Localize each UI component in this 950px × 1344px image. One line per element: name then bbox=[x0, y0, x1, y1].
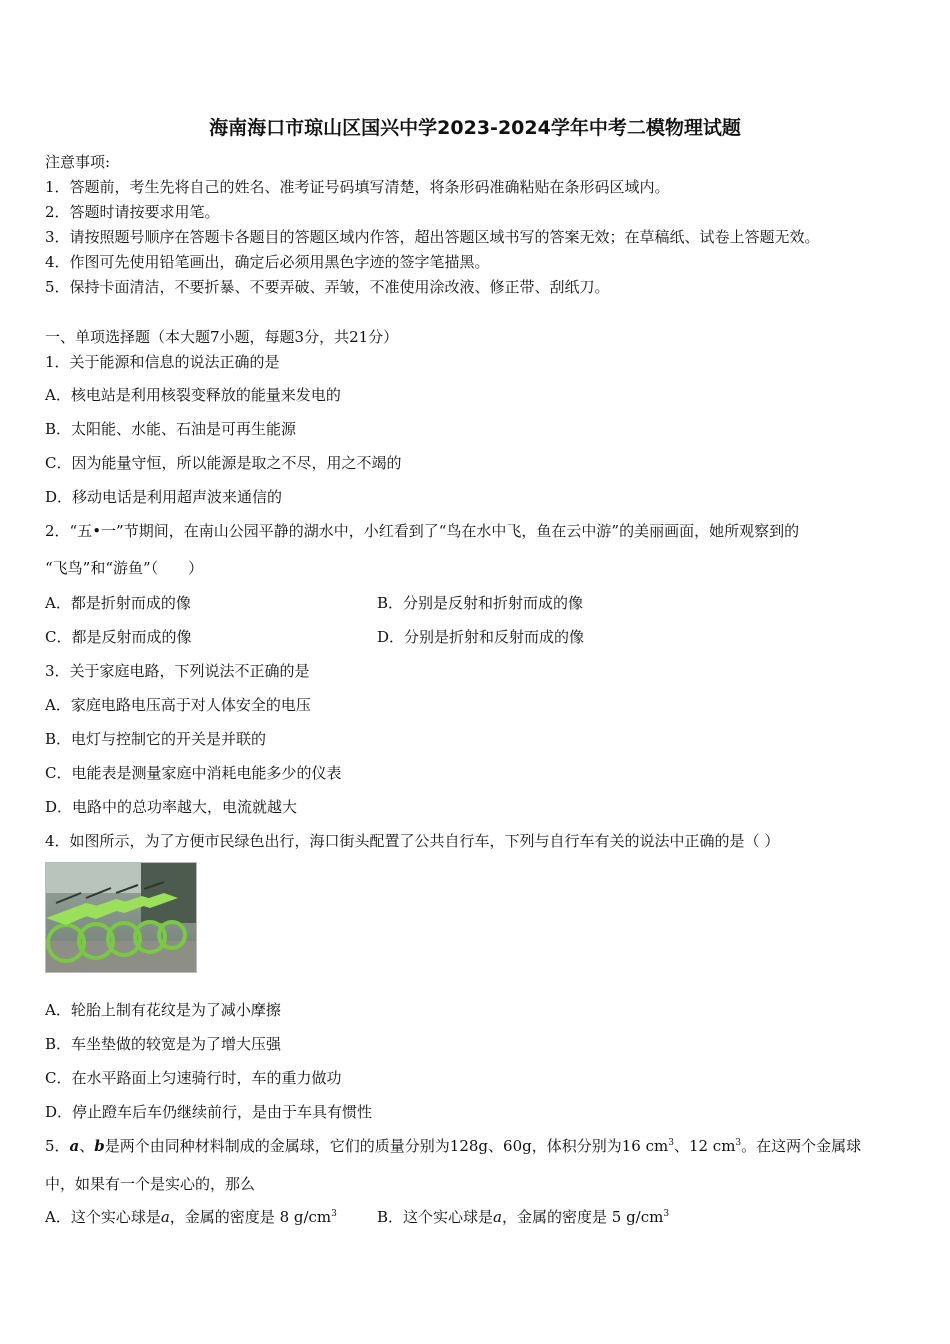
exam-title: 海南海口市琼山区国兴中学2023-2024学年中考二模物理试题 bbox=[209, 117, 741, 139]
question-1-option-a: A．核电站是利用核裂变释放的能量来发电的 bbox=[45, 386, 341, 404]
question-4-stem: 4．如图所示，为了方便市民绿色出行，海口街头配置了公共自行车，下列与自行车有关的说法中正确的是（ ） bbox=[45, 832, 780, 850]
question-5-stem bbox=[45, 1136, 861, 1156]
question-3-option-a: A．家庭电路电压高于对人体安全的电压 bbox=[45, 696, 311, 714]
notice-item: 1．答题前，考生先将自己的姓名、准考证号码填写清楚，将条形码准确粘贴在条形码区域内。 bbox=[45, 178, 670, 196]
question-2-option-b: B．分别是反射和折射而成的像 bbox=[377, 594, 584, 612]
question-3-option-b: B．电灯与控制它的开关是并联的 bbox=[45, 730, 267, 748]
notice-heading: 注意事项: bbox=[45, 153, 111, 171]
question-3-stem: 3．关于家庭电路，下列说法不正确的是 bbox=[45, 662, 310, 680]
notice-item: 2．答题时请按要求用笔。 bbox=[45, 203, 220, 221]
question-4-option-b: B．车坐垫做的较宽是为了增大压强 bbox=[45, 1035, 282, 1053]
option-a-prefix: A．这个实心球是 bbox=[45, 1208, 161, 1226]
notice-item: 5．保持卡面清洁，不要折暴、不要弄破、弄皱，不准使用涂改液、修正带、刮纸刀。 bbox=[45, 278, 610, 296]
separator: 、 bbox=[79, 1137, 95, 1155]
question-5-stem-end: 。在这两个金属球 bbox=[741, 1137, 862, 1155]
question-5-stem-cont: 中，如果有一个是实心的，那么 bbox=[45, 1175, 256, 1193]
question-3-option-c: C．电能表是测量家庭中消耗电能多少的仪表 bbox=[45, 764, 342, 782]
question-5-option-b bbox=[377, 1207, 669, 1227]
question-1-stem: 1．关于能源和信息的说法正确的是 bbox=[45, 353, 280, 371]
superscript: 3 bbox=[331, 1209, 337, 1219]
bicycle-photo bbox=[45, 862, 197, 973]
question-5-option-a bbox=[45, 1207, 337, 1227]
question-3-option-d: D．电路中的总功率越大，电流就越大 bbox=[45, 798, 298, 816]
option-a-density: ，金属的密度是 8 g/cm bbox=[169, 1208, 332, 1226]
question-4-option-d: D．停止蹬车后车仍继续前行，是由于车具有惯性 bbox=[45, 1103, 373, 1121]
question-5-stem-mid: 是两个由同种材料制成的金属球，它们的质量分别为128g、60g，体积分别为16 cm bbox=[104, 1137, 669, 1155]
question-2-option-d: D．分别是折射和反射而成的像 bbox=[377, 628, 585, 646]
question-1-option-b: B．太阳能、水能、石油是可再生能源 bbox=[45, 420, 297, 438]
question-1-option-d: D．移动电话是利用超声波来通信的 bbox=[45, 488, 283, 506]
question-5-number: 5． bbox=[45, 1137, 70, 1155]
question-2-stem-cont: “飞鸟”和“游鱼”（ ） bbox=[45, 559, 204, 577]
question-4-option-a: A．轮胎上制有花纹是为了减小摩擦 bbox=[45, 1001, 281, 1019]
notice-item: 4．作图可先使用铅笔画出，确定后必须用黑色字迹的签字笔描黑。 bbox=[45, 253, 490, 271]
notice-item: 3．请按照题号顺序在答题卡各题目的答题区域内作答，超出答题区域书写的答案无效；在草稿纸、试卷上答题无效。 bbox=[45, 228, 820, 246]
superscript: 3 bbox=[663, 1209, 670, 1219]
section-heading: 一、单项选择题（本大题7小题，每题3分，共21分） bbox=[45, 328, 399, 346]
var-a: a bbox=[493, 1208, 502, 1226]
var-a: a bbox=[160, 1208, 170, 1226]
option-b-prefix: B．这个实心球是 bbox=[377, 1208, 494, 1226]
superscript: 3 bbox=[668, 1138, 674, 1148]
question-2-stem: 2．“五•一”节期间，在南山公园平静的湖水中，小红看到了“鸟在水中飞，鱼在云中游”的美丽画面，她所观察到的 bbox=[45, 522, 800, 540]
question-5-volume-b: 、12 cm bbox=[673, 1137, 736, 1155]
var-b: b bbox=[94, 1137, 105, 1155]
question-1-option-c: C．因为能量守恒，所以能源是取之不尽，用之不竭的 bbox=[45, 454, 402, 472]
question-2-option-a: A．都是折射而成的像 bbox=[45, 594, 191, 612]
question-2-option-c: C．都是反射而成的像 bbox=[45, 628, 192, 646]
superscript: 3 bbox=[735, 1138, 742, 1148]
var-a: a bbox=[69, 1137, 80, 1155]
question-4-option-c: C．在水平路面上匀速骑行时，车的重力做功 bbox=[45, 1069, 342, 1087]
option-b-density: ，金属的密度是 5 g/cm bbox=[501, 1208, 664, 1226]
